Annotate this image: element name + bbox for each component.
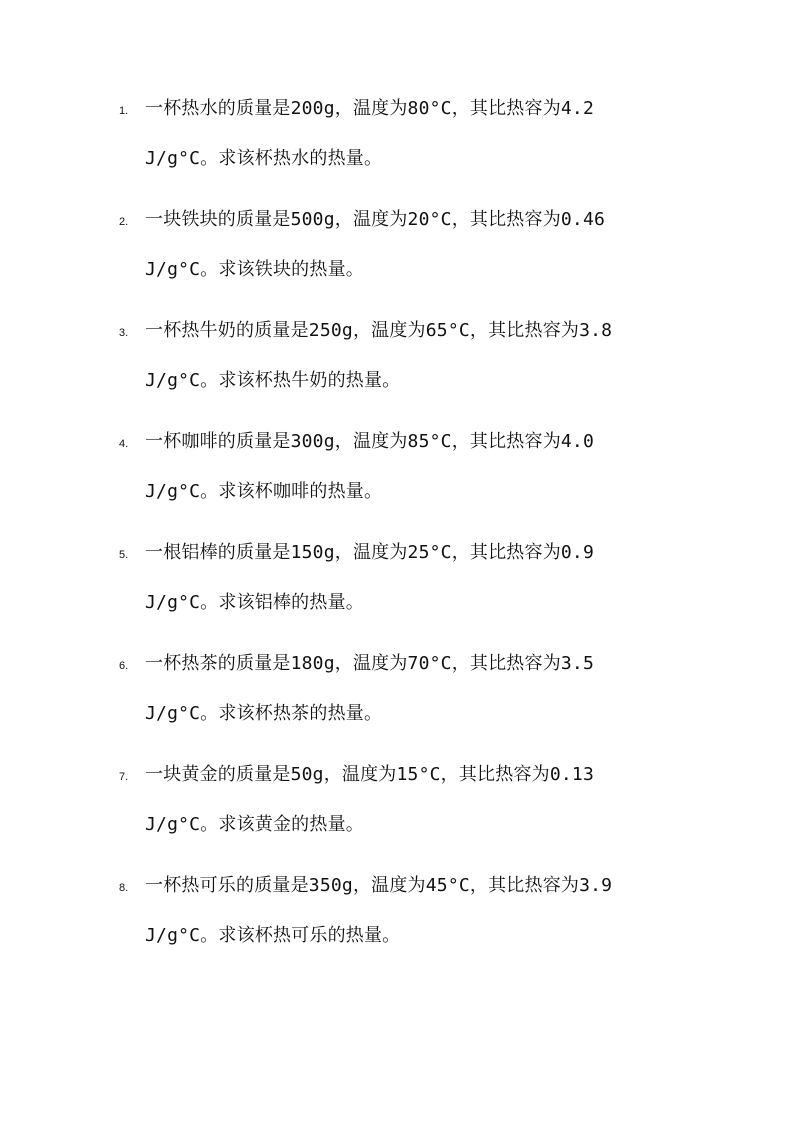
problem-item-8	[119, 869, 779, 980]
problem-list	[119, 92, 779, 980]
problem-text-line-2: J/g°C。求该杯热牛奶的热量。	[145, 370, 401, 391]
problem-item-2	[119, 203, 779, 314]
problem-text-line-1: 一杯热茶的质量是180g，温度为70°C，其比热容为3.5	[145, 653, 595, 674]
problem-number: 2.	[119, 216, 129, 228]
problem-number: 5.	[119, 549, 129, 561]
problem-text-line-1: 一块铁块的质量是500g，温度为20°C，其比热容为0.46	[145, 209, 606, 230]
problem-number: 6.	[119, 660, 129, 672]
problem-text-line-1: 一杯咖啡的质量是300g，温度为85°C，其比热容为4.0	[145, 431, 595, 452]
problem-number: 7.	[119, 771, 129, 783]
problem-text-line-2: J/g°C。求该杯热可乐的热量。	[145, 925, 401, 946]
problem-text-line-2: J/g°C。求该杯咖啡的热量。	[145, 481, 383, 502]
problem-text-line-1: 一块黄金的质量是50g，温度为15°C，其比热容为0.13	[145, 764, 595, 785]
problem-item-1	[119, 92, 779, 203]
problem-item-5	[119, 536, 779, 647]
problem-text-line-2: J/g°C。求该杯热茶的热量。	[145, 703, 383, 724]
problem-text-line-1: 一根铝棒的质量是150g，温度为25°C，其比热容为0.9	[145, 542, 595, 563]
problem-text-line-2: J/g°C。求该铝棒的热量。	[145, 592, 364, 613]
problem-number: 1.	[119, 105, 129, 117]
problem-item-7	[119, 758, 779, 869]
problem-text-line-2: J/g°C。求该黄金的热量。	[145, 814, 364, 835]
problem-text-line-1: 一杯热可乐的质量是350g，温度为45°C，其比热容为3.9	[145, 875, 613, 896]
problem-text-line-1: 一杯热水的质量是200g，温度为80°C，其比热容为4.2	[145, 98, 595, 119]
problem-number: 4.	[119, 438, 129, 450]
problem-text-line-2: J/g°C。求该杯热水的热量。	[145, 148, 383, 169]
problem-item-3	[119, 314, 779, 425]
problem-number: 8.	[119, 882, 129, 894]
problem-text-line-2: J/g°C。求该铁块的热量。	[145, 259, 364, 280]
problem-item-6	[119, 647, 779, 758]
problem-number: 3.	[119, 327, 129, 339]
problem-item-4	[119, 425, 779, 536]
problem-text-line-1: 一杯热牛奶的质量是250g，温度为65°C，其比热容为3.8	[145, 320, 613, 341]
